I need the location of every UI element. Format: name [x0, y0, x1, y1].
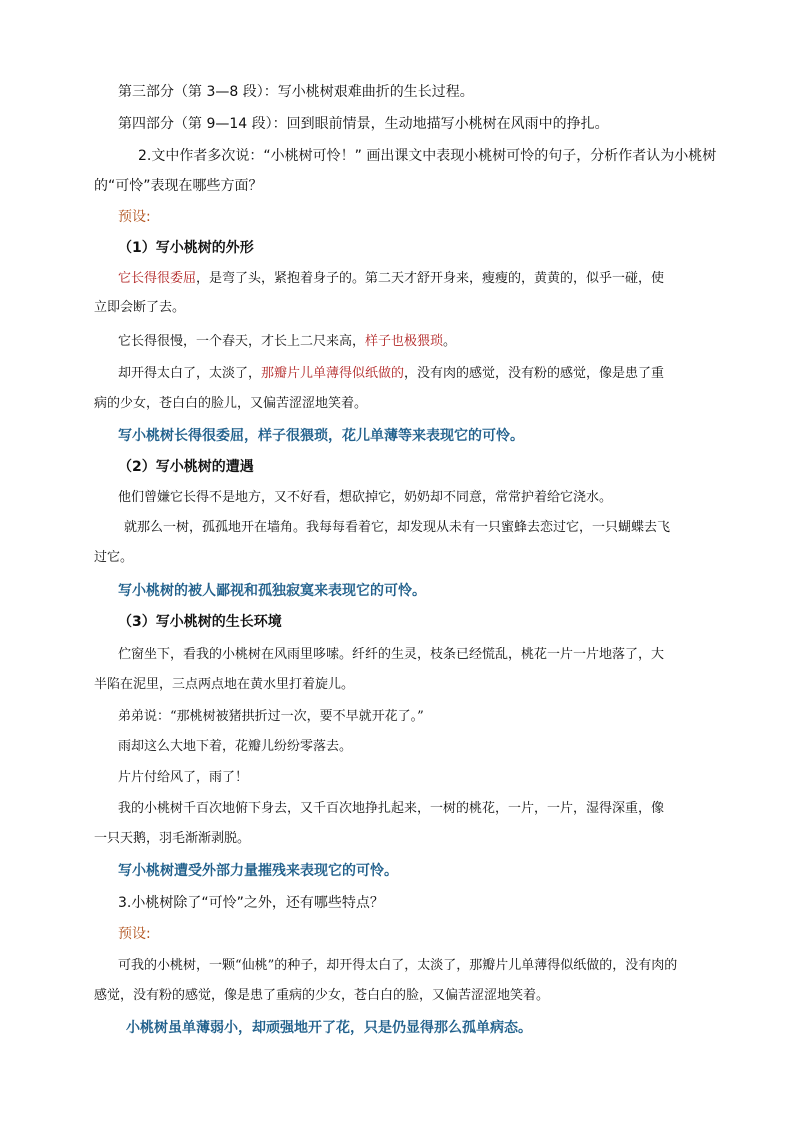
quote-experience-2-cont: 过它。 — [94, 550, 134, 565]
quote-environment-1: 伫窗坐下，看我的小桃树在风雨里哆嗦。纤纤的生灵，枝条已经慌乱，桃花一片一片地落了，大 — [118, 647, 665, 662]
question-3: 3.小桃树除了“可怜”之外，还有哪些特点？ — [118, 895, 384, 911]
heading-experience: （2）写小桃树的遭遇 — [118, 459, 254, 475]
quote-appearance-3-pre: 却开得太白了，太淡了， — [118, 366, 262, 381]
quote-appearance-1-cont: 立即会断了去。 — [94, 300, 186, 315]
preset-label-2: 预设: — [118, 926, 151, 942]
quote-appearance-1-rest: ，是弯了头，紧抱着身子的。第二天才舒开身来，瘦瘦的，黄黄的，似乎一碰，使 — [196, 271, 665, 286]
quote-appearance-3 — [118, 364, 664, 384]
quote-environment-3: 雨却这么大地下着，花瓣儿纷纷零落去。 — [118, 739, 353, 754]
part-three-summary: 第三部分（第 3—8 段）：写小桃树艰难曲折的生长过程。 — [118, 84, 474, 100]
summary-appearance: 写小桃树长得很委屈，样子很猥琐，花儿单薄等来表现它的可怜。 — [118, 428, 524, 444]
quote-traits: 可我的小桃树，一颗“仙桃”的种子，却开得太白了，太淡了，那瓣片儿单薄得似纸做的，没有肉的 — [118, 958, 678, 973]
summary-environment: 写小桃树遭受外部力量摧残来表现它的可怜。 — [118, 863, 398, 879]
quote-appearance-2-post: 。 — [443, 334, 457, 349]
question-2-line-1: 2.文中作者多次说：“小桃树可怜！” 画出课文中表现小桃树可怜的句子，分析作者认为小桃树 — [138, 148, 717, 164]
summary-traits: 小桃树虽单薄弱小，却顽强地开了花，只是仍显得那么孤单病态。 — [126, 1020, 532, 1036]
quote-appearance-1 — [118, 269, 664, 289]
highlight-thin-petals: 那瓣片儿单薄得似纸做的 — [261, 366, 405, 381]
quote-appearance-3-cont: 病的少女，苍白白的脸儿，又偏苦涩涩地笑着。 — [94, 396, 368, 411]
quote-experience-1: 他们曾嫌它长得不是地方，又不好看，想砍掉它，奶奶却不同意，常常护着给它浇水。 — [118, 490, 613, 505]
quote-environment-5: 我的小桃树千百次地俯下身去，又千百次地挣扎起来，一树的桃花，一片，一片，湿得深重，像 — [118, 801, 665, 816]
quote-appearance-2 — [118, 332, 456, 352]
quote-environment-2: 弟弟说：“那桃树被猪拱折过一次，要不早就开花了。” — [118, 709, 424, 724]
preset-label-1: 预设: — [118, 209, 151, 225]
quote-traits-cont: 感觉，没有粉的感觉，像是患了重病的少女，苍白白的脸，又偏苦涩涩地笑着。 — [94, 988, 550, 1003]
summary-experience: 写小桃树的被人鄙视和孤独寂寞来表现它的可怜。 — [118, 583, 426, 599]
heading-environment: （3）写小桃树的生长环境 — [118, 614, 282, 630]
quote-appearance-2-pre: 它长得很慢，一个春天，才长上二尺来高， — [118, 334, 366, 349]
quote-environment-4: 片片付给风了，雨了！ — [118, 770, 249, 785]
part-four-summary: 第四部分（第 9—14 段）：回到眼前情景，生动地描写小桃树在风雨中的挣扎。 — [118, 116, 609, 132]
heading-appearance: （1）写小桃树的外形 — [118, 240, 254, 256]
question-2-line-2: 的“可怜”表现在哪些方面？ — [94, 178, 263, 194]
highlight-wronged: 它长得很委屈 — [118, 271, 197, 286]
quote-environment-5-cont: 一只天鹅，羽毛渐渐剥脱。 — [94, 831, 251, 846]
quote-environment-1-cont: 半陷在泥里，三点两点地在黄水里打着旋儿。 — [94, 677, 355, 692]
highlight-shabby: 样子也极猥琐 — [365, 334, 444, 349]
quote-appearance-3-post: ，没有肉的感觉，没有粉的感觉，像是患了重 — [404, 366, 665, 381]
quote-experience-2: 就那么一树，孤孤地开在墙角。我每每看着它，却发现从未有一只蜜蜂去恋过它，一只蝴蝶去飞 — [124, 520, 671, 535]
